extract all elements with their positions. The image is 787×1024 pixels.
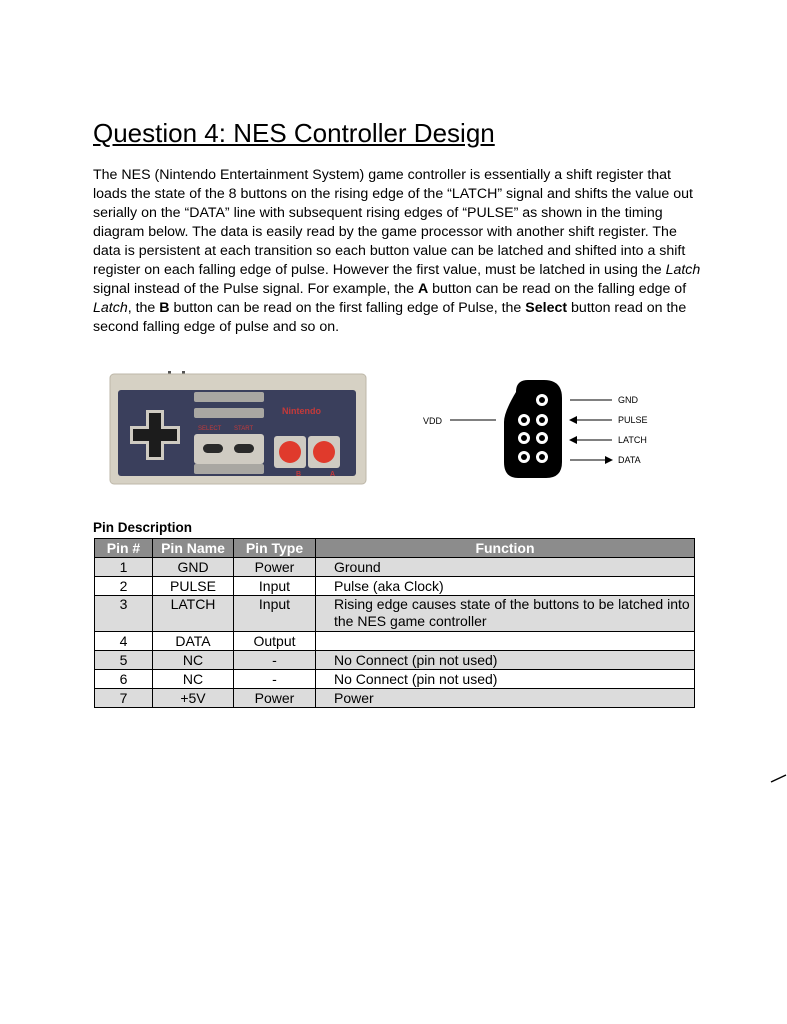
pin-type-cell: Input bbox=[234, 577, 316, 596]
function-cell bbox=[316, 632, 695, 651]
pin-name-cell: LATCH bbox=[153, 596, 234, 632]
pin-type-cell: Input bbox=[234, 596, 316, 632]
vdd-label: VDD bbox=[423, 416, 443, 426]
header-pin-type: Pin Type bbox=[234, 539, 316, 558]
pin-number-cell: 1 bbox=[95, 558, 153, 577]
select-label: SELECT bbox=[198, 426, 222, 432]
pin-number-cell: 3 bbox=[95, 596, 153, 632]
pin-table bbox=[94, 538, 695, 708]
pin-name-cell: NC bbox=[153, 651, 234, 670]
page-title: Question 4: NES Controller Design bbox=[93, 118, 495, 148]
connector-pinout-diagram bbox=[418, 378, 658, 482]
a-label: A bbox=[330, 471, 336, 478]
function-cell: No Connect (pin not used) bbox=[316, 651, 695, 670]
pin-number-cell: 6 bbox=[95, 670, 153, 689]
function-cell: Ground bbox=[316, 558, 695, 577]
nes-controller-image bbox=[108, 368, 370, 488]
table-row bbox=[95, 558, 695, 577]
pin-name-cell: PULSE bbox=[153, 577, 234, 596]
data-label: DATA bbox=[618, 455, 641, 465]
pin-table-header bbox=[95, 539, 695, 558]
nintendo-logo: Nintendo bbox=[282, 406, 321, 416]
pin-type-cell: Power bbox=[234, 558, 316, 577]
pin-type-cell: Output bbox=[234, 632, 316, 651]
pin-name-cell: DATA bbox=[153, 632, 234, 651]
table-row bbox=[95, 651, 695, 670]
function-cell: No Connect (pin not used) bbox=[316, 670, 695, 689]
function-cell: Pulse (aka Clock) bbox=[316, 577, 695, 596]
table-row bbox=[95, 689, 695, 708]
table-row bbox=[95, 577, 695, 596]
pin-number-cell: 2 bbox=[95, 577, 153, 596]
a-button-icon bbox=[313, 441, 335, 463]
header-pin-number: Pin # bbox=[95, 539, 153, 558]
pin-number-cell: 5 bbox=[95, 651, 153, 670]
pin-type-cell: - bbox=[234, 651, 316, 670]
header-function: Function bbox=[316, 539, 695, 558]
b-label: B bbox=[296, 471, 302, 478]
intro-paragraph: The NES (Nintendo Entertainment System) game controller is essentially a shift register that loads the state of the 8 buttons on the rising edge of the “LATCH” signal and shifts the value out serially on the “DATA” line with subsequent rising edges of “PULSE” as shown in the timing diagram below. The data is easily read by the game processor with another shift register. The data is persistent at each transition so each button value can be latched and shifted into a shift register on each falling edge of pulse. However the first value, must be latched in using the Latch signal instead of the Pulse signal. For example, the A button can be read on the falling edge of Latch, the B button can be read on the first falling edge of Pulse, the Select button read on the second falling edge of pulse and so on. bbox=[93, 167, 701, 335]
function-cell: Rising edge causes state of the buttons to be latched into the NES game controller bbox=[316, 596, 695, 632]
function-cell: Power bbox=[316, 689, 695, 708]
pin-name-cell: +5V bbox=[153, 689, 234, 708]
latch-label: LATCH bbox=[618, 435, 647, 445]
pin-type-cell: - bbox=[234, 670, 316, 689]
b-button-icon bbox=[279, 441, 301, 463]
start-label: START bbox=[234, 426, 254, 432]
header-pin-name: Pin Name bbox=[153, 539, 234, 558]
pin-description-heading: Pin Description bbox=[93, 520, 193, 535]
table-row bbox=[95, 670, 695, 689]
table-row bbox=[95, 596, 695, 632]
gnd-label: GND bbox=[618, 395, 638, 405]
stray-pen-mark bbox=[770, 772, 787, 784]
pin-name-cell: GND bbox=[153, 558, 234, 577]
pulse-label: PULSE bbox=[618, 415, 648, 425]
pin-name-cell: NC bbox=[153, 670, 234, 689]
pin-number-cell: 4 bbox=[95, 632, 153, 651]
pin-type-cell: Power bbox=[234, 689, 316, 708]
table-row bbox=[95, 632, 695, 651]
pin-number-cell: 7 bbox=[95, 689, 153, 708]
